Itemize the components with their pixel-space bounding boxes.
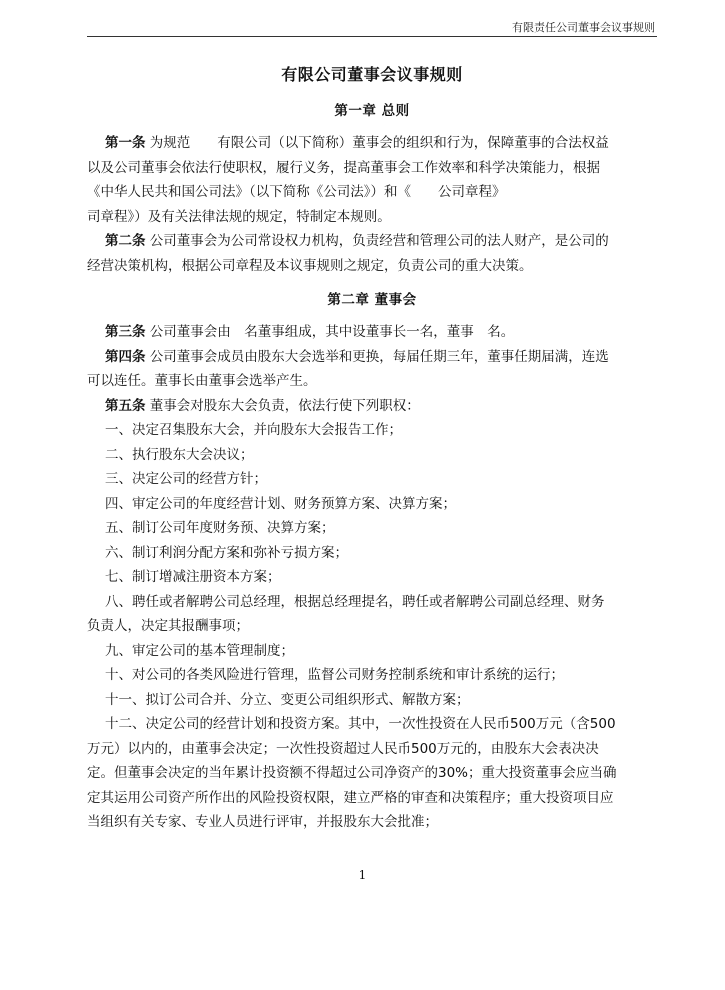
power-item-1: 一、决定召集股东大会，并向股东大会报告工作； xyxy=(105,422,402,438)
article-1-line-3: 《中华人民共和国公司法》（以下简称《公司法》）和《 公司章程》 xyxy=(87,184,506,200)
power-item-5: 五、制订公司年度财务预、决算方案； xyxy=(105,520,335,536)
header-text: 有限责任公司董事会议事规则 xyxy=(512,21,655,34)
power-item-3: 三、决定公司的经营方针； xyxy=(105,471,267,487)
article-3-line-1: 第三条 公司董事会由 名董事组成，其中设董事长一名，董事 名。 xyxy=(105,324,515,340)
power-item-12-line-1: 十二、决定公司的经营计划和投资方案。其中，一次性投资在人民币500万元（含500 xyxy=(105,716,616,732)
article-1-label: 第一条 xyxy=(105,135,146,151)
page-number: 1 xyxy=(358,868,367,882)
chapter-heading-1: 第一章 总则 xyxy=(334,103,410,119)
article-2-label: 第二条 xyxy=(105,233,146,249)
article-2-line-2: 经营决策机构，根据公司章程及本议事规则之规定，负责公司的重大决策。 xyxy=(87,257,533,274)
document-title: 有限公司董事会议事规则 xyxy=(281,65,463,84)
document-body xyxy=(87,62,657,835)
power-item-7: 七、制订增减注册资本方案； xyxy=(105,569,281,585)
article-1-line-1: 第一条 为规范 有限公司（以下简称）董事会的组织和行为，保障董事的合法权益 xyxy=(105,135,609,151)
power-item-12-line-2: 万元）以内的，由董事会决定；一次性投资超过人民币500万元的，由股东大会表决决 xyxy=(87,740,599,757)
power-item-4: 四、审定公司的年度经营计划、财务预算方案、决算方案； xyxy=(105,495,456,512)
article-1-line-4: 司章程》）及有关法律法规的规定，特制定本规则。 xyxy=(87,208,391,225)
power-item-9: 九、审定公司的基本管理制度； xyxy=(105,642,294,659)
power-item-6: 六、制订利润分配方案和弥补亏损方案； xyxy=(105,544,348,561)
chapter-heading-2: 第二章 董事会 xyxy=(327,292,417,308)
article-1-line-2: 以及公司董事会依法行使职权，履行义务，提高董事会工作效率和科学决策能力，根据 xyxy=(87,159,600,176)
article-5-line-1: 第五条 董事会对股东大会负责，依法行使下列职权： xyxy=(105,397,420,414)
power-item-12-line-3: 定。但董事会决定的当年累计投资额不得超过公司净资产的30%；重大投资董事会应当确 xyxy=(87,765,617,781)
page-header xyxy=(87,14,657,37)
power-item-8-line-1: 八、聘任或者解聘公司总经理，根据总经理提名，聘任或者解聘公司副总经理、财务 xyxy=(105,593,605,610)
power-item-8-line-2: 负责人，决定其报酬事项； xyxy=(87,618,249,634)
article-4-label: 第四条 xyxy=(105,348,146,365)
power-item-12-line-4: 定其运用公司资产所作出的风险投资权限，建立严格的审查和决策程序；重大投资项目应 xyxy=(87,789,614,806)
power-item-11: 十一、拟订公司合并、分立、变更公司组织形式、解散方案； xyxy=(105,691,470,708)
article-5-label: 第五条 xyxy=(105,397,146,414)
power-item-12-line-5: 当组织有关专家、专业人员进行评审，并报股东大会批准； xyxy=(87,814,438,830)
article-3-label: 第三条 xyxy=(105,324,146,340)
power-item-10: 十、对公司的各类风险进行管理，监督公司财务控制系统和审计系统的运行； xyxy=(105,667,564,683)
article-2-line-1: 第二条 公司董事会为公司常设权力机构，负责经营和管理公司的法人财产，是公司的 xyxy=(105,233,609,249)
article-4-line-2: 可以连任。董事长由董事会选举产生。 xyxy=(87,373,317,389)
power-item-2: 二、执行股东大会决议； xyxy=(105,446,254,463)
article-4-line-1: 第四条 公司董事会成员由股东大会选举和更换，每届任期三年，董事任期届满，连选 xyxy=(105,348,609,365)
